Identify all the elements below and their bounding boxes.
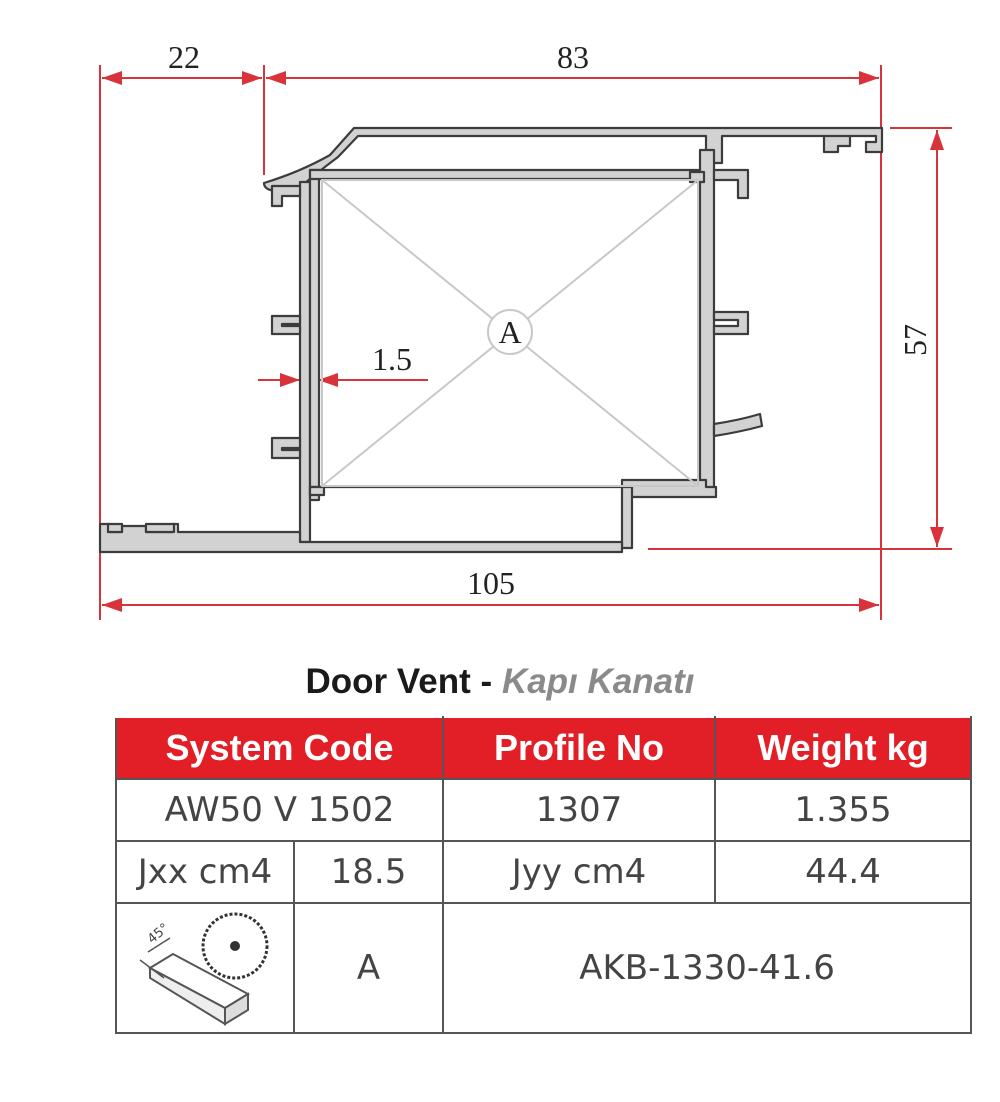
table-row	[116, 841, 971, 903]
right-hook-top	[714, 170, 748, 198]
table-row	[116, 779, 971, 841]
bottom-flange	[100, 524, 622, 552]
lug-bottom-left	[310, 487, 324, 495]
dimension-label-57: 57	[897, 324, 933, 356]
header-weight: Weight kg	[715, 717, 971, 779]
tube-top-wall	[310, 170, 710, 179]
chamber-cell: A	[294, 903, 443, 1033]
right-fin	[714, 414, 762, 436]
profile-title	[0, 662, 1000, 702]
left-hook-top	[272, 186, 300, 206]
left-hook-middle	[272, 316, 300, 334]
jyy-label: Jyy cm4	[443, 841, 715, 903]
tube-left-wall	[310, 170, 319, 500]
header-system-code: System Code	[116, 717, 443, 779]
dimension-label-22: 22	[168, 39, 200, 75]
dimension-label-83: 83	[557, 39, 589, 75]
chamber-label: A	[498, 314, 522, 350]
tube-right-wall	[700, 150, 714, 495]
table-header-row	[116, 717, 971, 779]
jxx-value: 18.5	[294, 841, 443, 903]
bottom-nub-right	[146, 524, 174, 532]
profile-no-value: 1307	[443, 779, 715, 841]
cut-angle-cell	[116, 903, 294, 1033]
bottom-nub-left	[108, 524, 122, 532]
weight-value: 1.355	[715, 779, 971, 841]
tube-bottom-wall	[310, 480, 716, 548]
miter-saw-icon	[130, 908, 280, 1028]
jyy-value: 44.4	[715, 841, 971, 903]
right-hook-middle	[714, 312, 748, 334]
left-wall	[300, 182, 310, 542]
title-translation: Kapı Kanatı	[501, 662, 695, 701]
system-code-value: AW50 V 1502	[116, 779, 443, 841]
profile-spec-table	[115, 716, 972, 1034]
left-hook-lower	[272, 438, 300, 458]
top-flange	[264, 128, 882, 191]
title-separator: -	[480, 662, 493, 701]
header-profile-no: Profile No	[443, 717, 715, 779]
cut-angle-label: 45°	[144, 920, 173, 948]
table-row	[116, 903, 971, 1033]
title-main: Door Vent	[305, 662, 471, 701]
jxx-label: Jxx cm4	[116, 841, 294, 903]
dimension-label-105: 105	[467, 565, 515, 601]
dimension-label-1-5: 1.5	[372, 341, 412, 377]
accessory-code-cell: AKB-1330-41.6	[443, 903, 971, 1033]
